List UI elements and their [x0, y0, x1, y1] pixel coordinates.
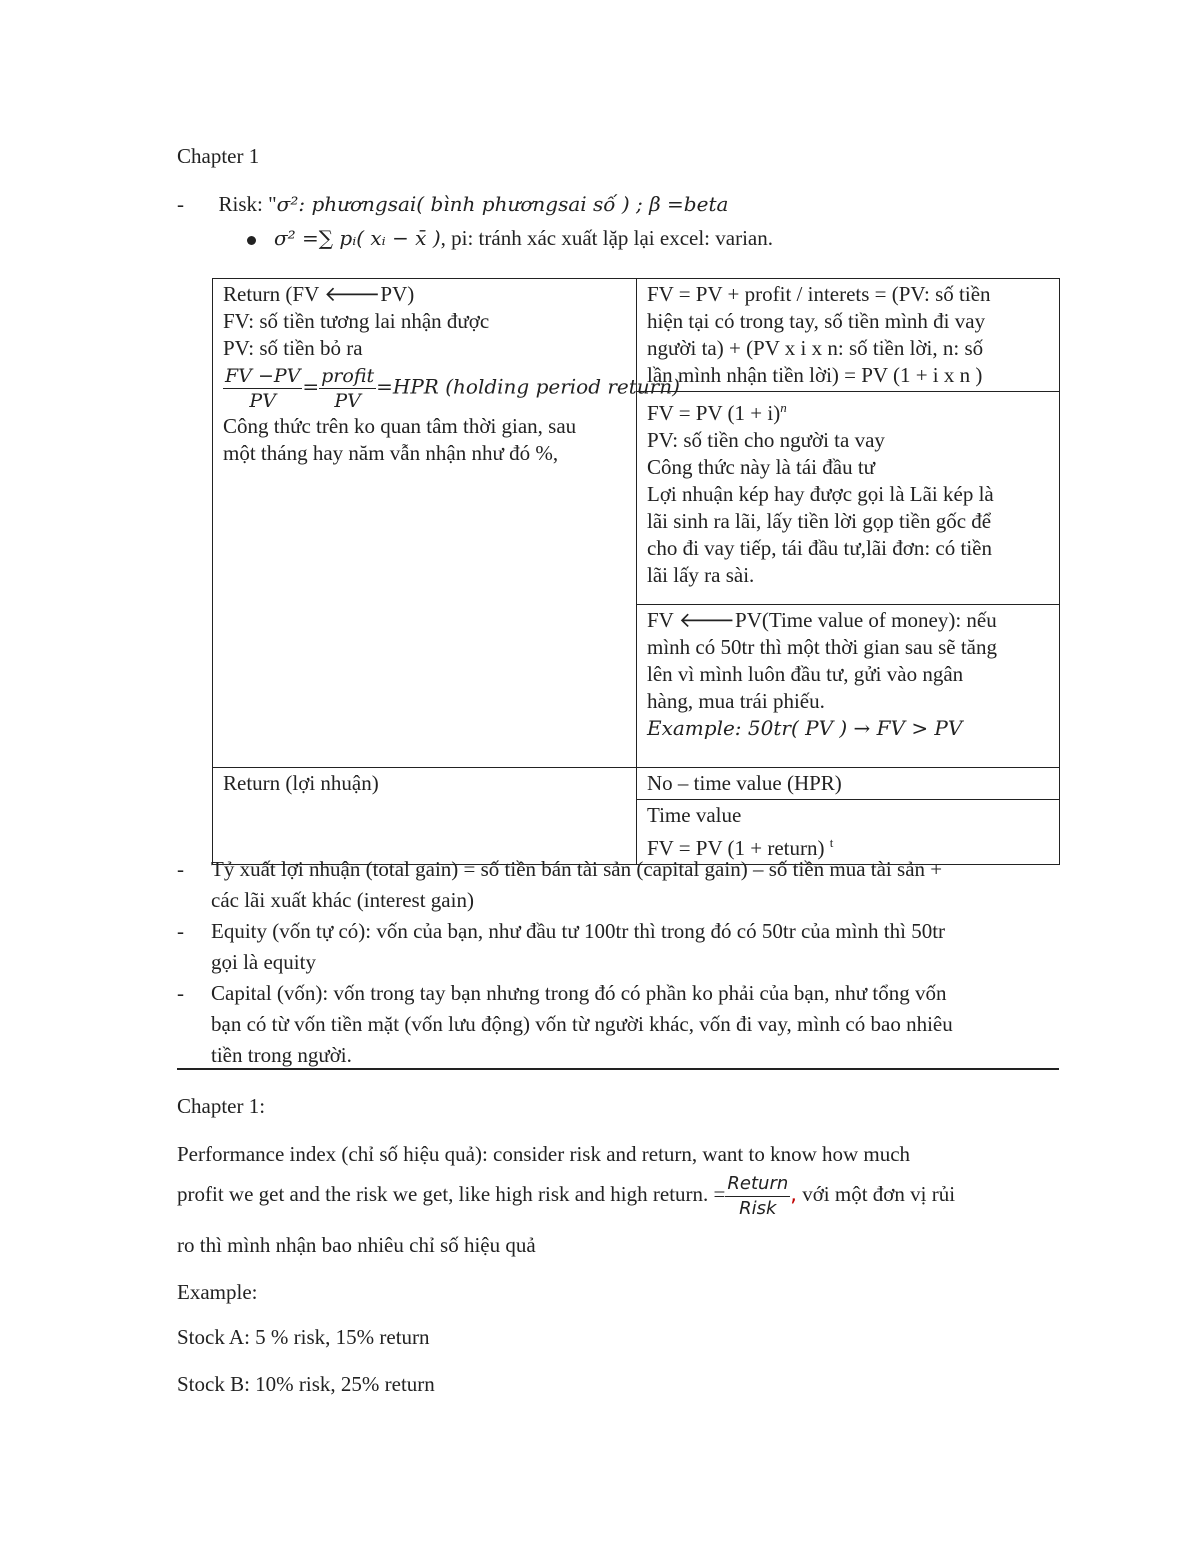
performance-text: profit we get and the risk we get, like high risk and high return. =: [177, 1182, 726, 1206]
list-dash: -: [177, 192, 184, 216]
cell-line: lên vì mình luôn đầu tư, gửi vào ngân: [647, 662, 964, 686]
fv-definition: FV: số tiền tương lai nhận được: [223, 309, 490, 333]
formula-note-1: Công thức trên ko quan tâm thời gian, sau: [223, 414, 577, 438]
fraction-denominator: PV: [249, 390, 276, 412]
example-formula: Example: 50tr( PV ) → FV > PV: [647, 716, 963, 740]
cell-line: hàng, mua trái phiếu.: [647, 689, 825, 713]
list-line: các lãi xuất khác (interest gain): [211, 888, 474, 912]
bullet-icon: [247, 236, 256, 245]
hpr-formula: [223, 364, 680, 413]
exponent: n: [780, 400, 787, 415]
performance-line-1: Performance index (chỉ số hiệu quả): consider risk and return, want to know how much: [177, 1142, 911, 1166]
cell-line: lãi lấy ra sài.: [647, 563, 755, 587]
formula-note-2: một tháng hay năm vẫn nhận như đó %,: [223, 441, 559, 465]
equals-sign: =: [302, 374, 320, 399]
list-item: [177, 854, 953, 916]
notes-table: [212, 278, 1060, 865]
list-line: Tỷ xuất lợi nhuận (total gain) = số tiền bán tài sản (capital gain) – số tiền mua tài sản +: [211, 857, 943, 881]
no-time-value-cell: No – time value (HPR): [637, 768, 1060, 800]
return-risk-fraction: [725, 1172, 790, 1221]
cell-line: FV = PV + profit / interets = (PV: số tiền: [647, 282, 991, 306]
chapter-heading-2: Chapter 1:: [177, 1094, 266, 1118]
cell-line: hiện tại có trong tay, số tiền mình đi vay: [647, 309, 986, 333]
cell-line: PV: số tiền cho người ta vay: [647, 428, 885, 452]
time-value-cell: [637, 605, 1060, 768]
compound-formula-text: FV = PV (1 + i): [647, 401, 781, 425]
list-dash: -: [177, 919, 184, 943]
risk-label: Risk: ": [218, 192, 277, 216]
time-value-formula-text: FV = PV (1 + return): [647, 836, 830, 860]
stock-a: Stock A: 5 % risk, 15% return: [177, 1325, 430, 1349]
variance-bullet: [247, 225, 773, 252]
return-profit-cell: Return (lợi nhuận): [213, 768, 637, 865]
performance-text-end: với một đơn vị rủi: [796, 1182, 956, 1206]
return-title: Return (FV 🡐PV): [223, 282, 415, 306]
compound-interest-cell: [637, 392, 1060, 605]
list-line: tiền trong người.: [211, 1043, 352, 1067]
list-line: Equity (vốn tự có): vốn của bạn, như đầu tư 100tr thì trong đó có 50tr của mình thì 50tr: [211, 919, 946, 943]
cell-line: lãi sinh ra lãi, lấy tiền lời gọp tiền gốc để: [647, 509, 992, 533]
risk-formula: σ²: phươngsai( bình phươngsai số ) ; β =beta: [276, 192, 729, 216]
cell-line: cho đi vay tiếp, tái đầu tư,lãi đơn: có tiền: [647, 536, 992, 560]
horizontal-divider: [177, 1068, 1059, 1070]
variance-text: , pi: tránh xác xuất lặp lại excel: varian.: [440, 226, 773, 250]
red-comma: ,: [790, 1182, 797, 1206]
list-item: [177, 916, 953, 978]
chapter-heading: Chapter 1: [177, 144, 260, 168]
fraction-numerator: profit: [321, 365, 375, 387]
list-line: gọi là equity: [211, 950, 316, 974]
fraction-denominator: PV: [334, 390, 361, 412]
cell-line: Time value: [647, 803, 742, 827]
performance-line-3: ro thì mình nhận bao nhiêu chỉ số hiệu quả: [177, 1233, 536, 1257]
variance-formula: σ² =∑ pᵢ( xᵢ − x̄ ): [274, 226, 441, 250]
fraction-fv-pv: [223, 364, 302, 413]
fraction-numerator: FV −PV: [225, 365, 301, 387]
cell-line: Công thức này là tái đầu tư: [647, 455, 876, 479]
exponent: t: [829, 835, 834, 850]
stock-b: Stock B: 10% risk, 25% return: [177, 1372, 435, 1396]
cell-line: FV 🡐PV(Time value of money): nếu: [647, 608, 997, 632]
fraction-denominator: Risk: [739, 1197, 777, 1219]
cell-line: người ta) + (PV x i x n: số tiền lời, n: số: [647, 336, 984, 360]
fraction-numerator: Return: [725, 1172, 790, 1197]
list-line: bạn có từ vốn tiền mặt (vốn lưu động) vốn từ người khác, vốn đi vay, mình có bao nhiêu: [211, 1012, 953, 1036]
list-dash: -: [177, 857, 184, 881]
pv-definition: PV: số tiền bỏ ra: [223, 336, 363, 360]
simple-interest-cell: [637, 279, 1060, 392]
risk-line: [177, 191, 728, 218]
performance-line-2: [177, 1170, 955, 1221]
cell-line: Lợi nhuận kép hay được gọi là Lãi kép là: [647, 482, 994, 506]
bullet-list: [177, 854, 953, 1071]
compound-formula: [647, 394, 1049, 427]
fraction-profit-pv: [319, 364, 376, 413]
list-dash: -: [177, 981, 184, 1005]
list-line: Capital (vốn): vốn trong tay bạn nhưng trong đó có phần ko phải của bạn, như tổng vốn: [211, 981, 947, 1005]
cell-line: mình có 50tr thì một thời gian sau sẽ tăng: [647, 635, 997, 659]
hpr-label: =HPR (holding period return): [376, 374, 680, 399]
cell-line: lần mình nhận tiền lời) = PV (1 + i x n ): [647, 363, 983, 387]
example-label: Example:: [177, 1280, 258, 1304]
return-cell: [213, 279, 680, 768]
list-item: [177, 978, 953, 1071]
